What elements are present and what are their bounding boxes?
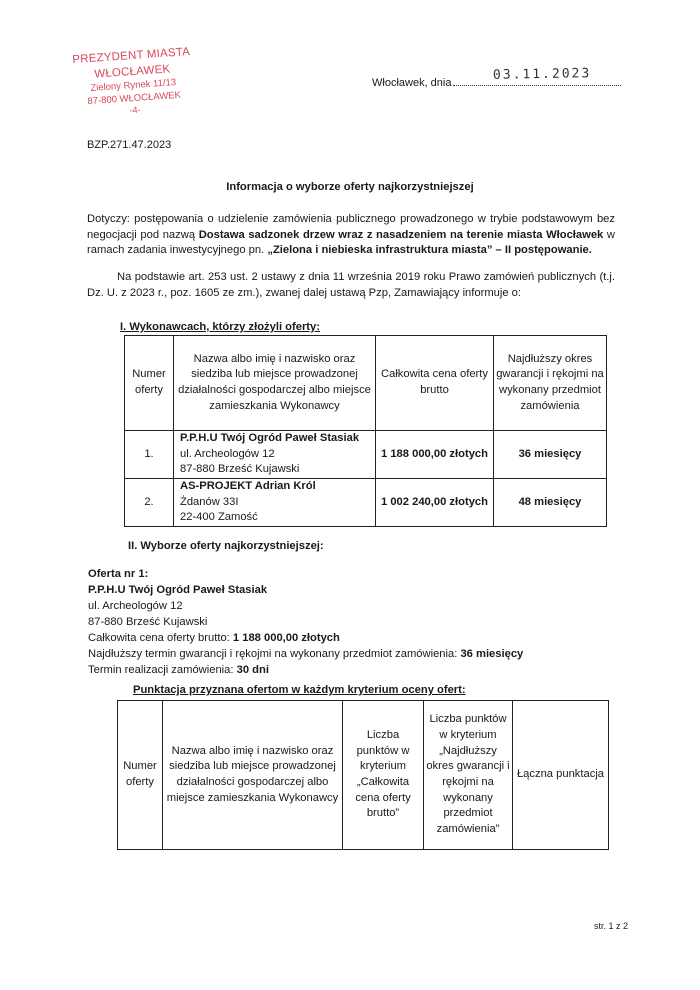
row-warranty: 48 miesięcy bbox=[494, 479, 607, 527]
contractor-address-2: 22-400 Zamość bbox=[180, 511, 258, 524]
header-price: Całkowita cena oferty brutto bbox=[376, 336, 494, 431]
row-contractor bbox=[174, 431, 376, 479]
page-number: str. 1 z 2 bbox=[594, 921, 629, 931]
stamp-line-city: 87-800 WŁOCŁAWEK bbox=[87, 89, 182, 108]
offer-name: P.P.H.U Twój Ogród Paweł Stasiak bbox=[88, 584, 268, 597]
offer-warranty-label: Najdłuższy termin gwarancji i rękojmi na wykonany przedmiot zamówienia: bbox=[88, 648, 461, 661]
section2-heading: II. Wyborze oferty najkorzystniejszej: bbox=[128, 540, 324, 552]
row-contractor bbox=[174, 479, 376, 527]
selected-offer-block bbox=[88, 566, 523, 678]
offer-term-label: Termin realizacji zamówienia: bbox=[88, 664, 237, 677]
scoring-table bbox=[117, 700, 609, 850]
score-header-number: Numer oferty bbox=[118, 701, 163, 850]
row-warranty: 36 miesięcy bbox=[494, 431, 607, 479]
contractor-address-1: ul. Archeologów 12 bbox=[180, 447, 275, 460]
offer-price-label: Całkowita cena oferty brutto: bbox=[88, 632, 233, 645]
intro-bold-2: „Zielona i niebieska infrastruktura miasta” – II postępowanie. bbox=[267, 244, 592, 257]
contractor-address-2: 87-880 Brześć Kujawski bbox=[180, 463, 300, 476]
offer-address-2: 87-880 Brześć Kujawski bbox=[88, 616, 208, 629]
intro-bold-1: Dostawa sadzonek drzew wraz z nasadzeniem na terenie miasta Włocławek bbox=[198, 228, 604, 241]
row-number: 2. bbox=[125, 479, 174, 527]
header-warranty: Najdłuższy okres gwarancji i rękojmi na wykonany przedmiot zamówienia bbox=[494, 336, 607, 431]
row-price: 1 188 000,00 złotych bbox=[376, 431, 494, 479]
offer-warranty-line bbox=[88, 646, 523, 662]
header-name: Nazwa albo imię i nazwisko oraz siedziba lub miejsce prowadzonej działalności gospodarczej albo miejsce zamieszkania Wykonawcy bbox=[174, 336, 376, 431]
intro-text-2: w ramach zadania inwestycyjnego pn. bbox=[87, 228, 615, 257]
score-header-price-points: Liczba punktów w kryterium „Całkowita cena oferty brutto” bbox=[343, 701, 424, 850]
offer-address-1: ul. Archeologów 12 bbox=[88, 600, 183, 613]
section3-heading: Punktacja przyznana ofertom w każdym kryterium oceny ofert: bbox=[133, 684, 466, 696]
score-header-total: Łączna punktacja bbox=[513, 701, 609, 850]
score-header-warranty-points: Liczba punktów w kryterium „Najdłuższy okres gwarancji i rękojmi na wykonany przedmiot zamówienia” bbox=[424, 701, 513, 850]
handwritten-date: 03.11.2023 bbox=[492, 66, 592, 83]
section1-heading: I. Wykonawcach, którzy złożyli oferty: bbox=[120, 321, 320, 333]
stamp-line-office: PREZYDENT MIASTA WŁOCŁAWEK bbox=[72, 45, 191, 81]
offers-table bbox=[124, 335, 607, 527]
contractor-name: P.P.H.U Twój Ogród Paweł Stasiak bbox=[180, 432, 360, 444]
offer-warranty-value: 36 miesięcy bbox=[460, 648, 524, 661]
offer-term-value: 30 dni bbox=[236, 664, 269, 677]
offers-table-header bbox=[125, 336, 607, 431]
contractor-name: AS-PROJEKT Adrian Król bbox=[180, 480, 316, 493]
score-header-name: Nazwa albo imię i nazwisko oraz siedziba lub miejsce prowadzonej działalności gospodarczej albo miejsce zamieszkania Wykonawcy bbox=[163, 701, 343, 850]
scoring-table-header bbox=[118, 701, 609, 850]
table-row bbox=[125, 479, 607, 527]
offer-label: Oferta nr 1: bbox=[88, 568, 149, 580]
stamp-line-mark: -4- bbox=[129, 104, 141, 116]
table-row bbox=[125, 431, 607, 479]
stamp-line-street: Zielony Rynek 11/13 bbox=[90, 77, 177, 95]
official-stamp bbox=[46, 42, 220, 121]
header-number: Numer oferty bbox=[125, 336, 174, 431]
place-date-label: Włocławek, dnia bbox=[372, 77, 452, 89]
legal-paragraph: Na podstawie art. 253 ust. 2 ustawy z dnia 11 września 2019 roku Prawo zamówień publicznych (t.j. Dz. U. z 2023 r., poz. 1605 ze zm.), zwanej dalej ustawą Pzp, Zamawiający informuje o: bbox=[87, 271, 615, 299]
contractor-address-1: Żdanów 33I bbox=[180, 495, 239, 508]
reference-number: BZP.271.47.2023 bbox=[87, 139, 172, 151]
row-price: 1 002 240,00 złotych bbox=[376, 479, 494, 527]
intro-text-1: Dotyczy: postępowania o udzielenie zamówienia publicznego prowadzonego w trybie podstawowym bez negocjacji pod nazwą bbox=[87, 213, 615, 241]
intro-paragraph bbox=[87, 212, 615, 259]
row-number: 1. bbox=[125, 431, 174, 479]
offer-term-line bbox=[88, 662, 523, 678]
offer-price-line bbox=[88, 630, 523, 646]
offer-price-value: 1 188 000,00 złotych bbox=[232, 632, 340, 645]
document-title: Informacja o wyborze oferty najkorzystniejszej bbox=[226, 181, 474, 193]
